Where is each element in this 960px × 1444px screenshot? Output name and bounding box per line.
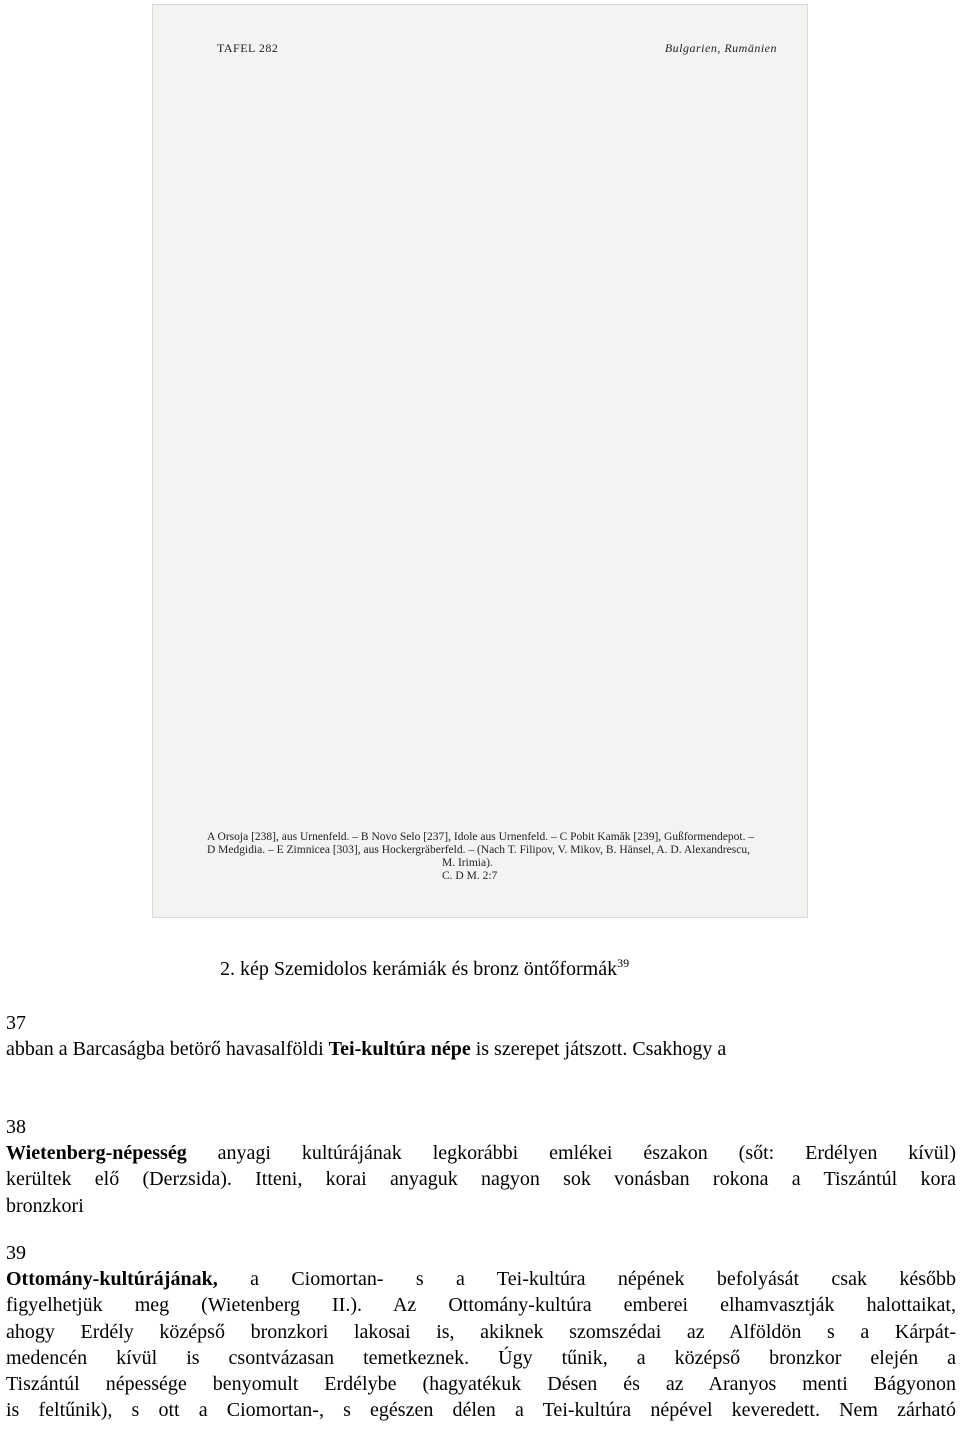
plate-header-left: TAFEL 282 [217,41,279,55]
text-run: Tiszántúl népessége benyomult Erdélybe (hagyatékuk Désen és az Aranyos menti Bágyonon [6,1373,956,1395]
footnote-number: 39 [6,1242,26,1264]
footnote-text-line [6,1166,956,1192]
bold-term: Ottomány-kultúrájának, [6,1268,218,1291]
footnote-text-line [6,1319,956,1345]
footnote-number: 37 [6,1012,26,1034]
footnote-text-line [6,1397,956,1423]
text-run: bronzkori [6,1194,84,1217]
archaeological-plate-image [152,4,808,918]
plate-header-right: Bulgarien, Rumänien [664,41,777,55]
figure-caption-text: 2. kép Szemidolos kerámiák és bronz öntőformák [220,958,618,980]
text-run: abban a Barcaságba betörő havasalföldi [6,1038,329,1061]
text-run: ahogy Erdély középső bronzkori lakosai is, akiknek szomszédai az Alföldön s a Kárpát- [6,1320,956,1343]
footnote-text-line [6,1345,956,1371]
bold-term: Tei-kultúra népe [328,1038,471,1061]
footnote-text-line [6,1266,956,1292]
figure-caption-footnote-ref: 39 [617,956,630,970]
footnote-text-line [6,1371,956,1397]
text-run: is feltűnik), s ott a Ciomortan-, s egészen délen a Tei-kultúra népével keveredett. Nem zárható [6,1399,956,1422]
plate-caption [207,831,787,883]
text-run: is szerepet játszott. Csakhogy a [470,1038,727,1061]
plate-caption-line: C. D M. 2:7 [442,870,498,882]
footnote-text-line [6,1292,956,1318]
footnote-text-line [6,1036,956,1062]
text-run: medencén kívül is csontvázasan temetkeznek. Úgy tűnik, a középső bronzkor elején a [6,1346,956,1369]
plate-caption-line: A Orsoja [238], aus Urnenfeld. – B Novo Selo [237], Idole aus Urnenfeld. – C Pobit Kamăk [239], Gußformendepot. – [207,831,755,843]
text-run: kerültek elő (Derzsida). Itteni, korai anyaguk nagyon sok vonásban rokona a Tiszántúl kora [6,1168,956,1191]
text-run: figyelhetjük meg (Wietenberg II.). Az Ottomány-kultúra emberei elhamvasztják halottaikat, [6,1294,956,1317]
bold-term: Wietenberg-népesség [6,1142,187,1165]
footnote-number: 38 [6,1116,26,1138]
text-run: anyagi kultúrájának legkorábbi emlékei északon (sőt: Erdélyen kívül) [186,1142,956,1165]
plate-caption-line: D Medgidia. – E Zimnicea [303], aus Hockergräberfeld. – (Nach T. Filipov, V. Mikov, B. Hänsel, A. D. Alexandrescu, [207,844,750,856]
plate-caption-line: M. Irimia). [442,857,493,869]
footnote-text-line [6,1140,956,1166]
text-run: a Ciomortan- s a Tei-kultúra népének befolyását csak később [217,1268,956,1291]
footnote-text-line [6,1193,956,1219]
